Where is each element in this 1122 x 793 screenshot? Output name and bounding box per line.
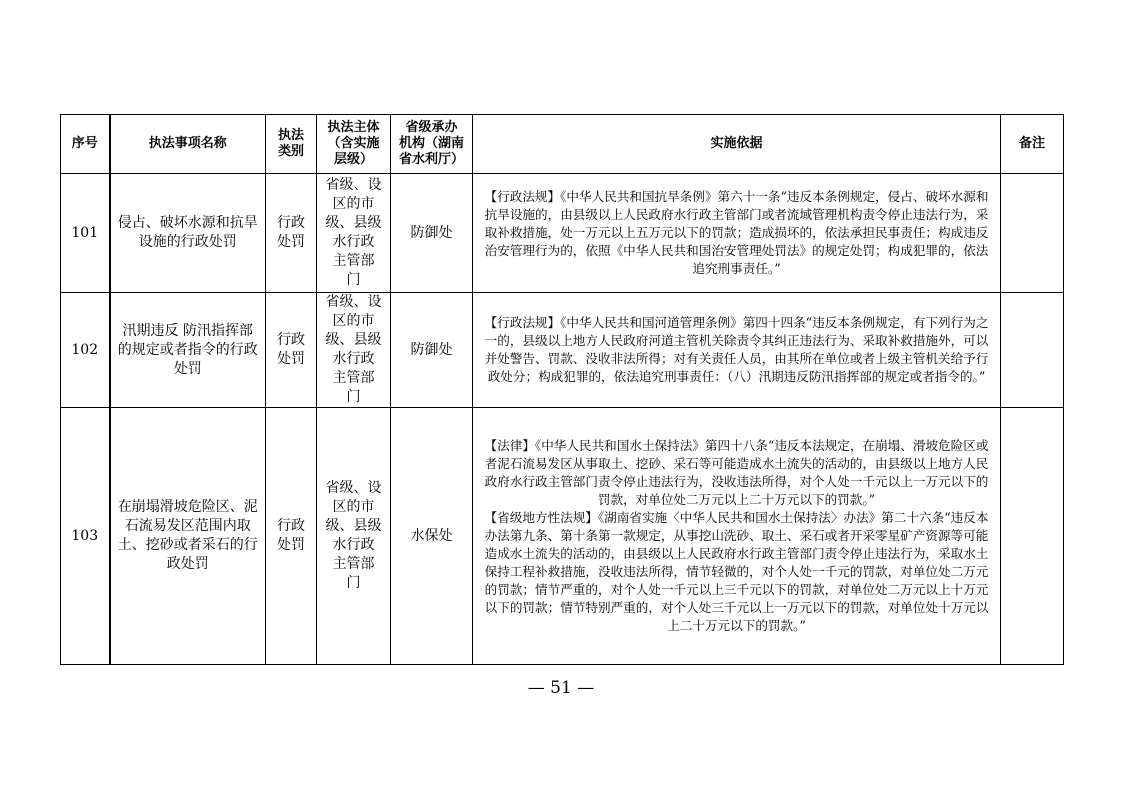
header-name: 执法事项名称 [110,115,266,174]
row-number: 103 [61,408,110,665]
legal-basis-paragraph: 【行政法规】《中华人民共和国河道管理条例》第四十四条“违反本条例规定，有下列行为之一的，县级以上地方人民政府河道主管机关除责令其纠正违法行为、采取补救措施外，可以并处警告、罚款、没收非法所得；对有关责任人员，由其所在单位或者上级主管机关给予行政处分；构成犯罪的，依法追究刑事责任：（八）汛期违反防汛指挥部的规定或者指令的。” [484,315,989,384]
header-basis: 实施依据 [473,115,1001,174]
page-number: — 51 — [527,678,595,698]
remark [1001,293,1064,408]
table-row [61,293,1064,408]
header-remark: 备注 [1001,115,1064,174]
enforcement-type: 行政 处罚 [266,293,317,408]
legal-basis-paragraph: 【法律】《中华人民共和国水土保持法》第四十八条“违反本法规定，在崩塌、滑坡危险区或者泥石流易发区从事取土、挖砂、采石等可能造成水土流失的活动的，由县级以上地方人民政府水行政主管部门责令停止违法行为，没收违法所得，对个人处一千元以上一万元以下的罚款，对单位处二万元以上二十万元以下的罚款。” [484,438,989,507]
enforcement-type: 行政 处罚 [266,174,317,293]
legal-basis [473,174,1001,293]
item-name: 侵占、破坏水源和抗旱设施的行政处罚 [110,174,266,293]
enforcement-items-table [60,114,1064,665]
remark [1001,408,1064,665]
remark [1001,174,1064,293]
header-subject: 执法主体 （含实施 层级） [317,115,391,174]
responsible-dept: 防御处 [391,293,473,408]
enforcement-subject: 省级、设 区的市 级、县级 水行政 主管部 门 [317,174,391,293]
row-number: 102 [61,293,110,408]
legal-basis-paragraph: 【行政法规】《中华人民共和国抗旱条例》第六十一条“违反本条例规定，侵占、破坏水源和抗旱设施的，由县级以上人民政府水行政主管部门或者流域管理机构责令停止违法行为，采取补救措施，处一万元以上五万元以下的罚款；造成损坏的，依法承担民事责任；构成违反治安管理行为的，依照《中华人民共和国治安管理处罚法》的规定处罚；构成犯罪的，依法追究刑事责任。” [484,189,989,276]
header-no: 序号 [61,115,110,174]
enforcement-type: 行政 处罚 [266,408,317,665]
item-name: 在崩塌滑坡危险区、泥石流易发区范围内取土、挖砂或者采石的行政处罚 [110,408,266,665]
table-row [61,174,1064,293]
legal-basis [473,408,1001,665]
legal-basis-paragraph: 【省级地方性法规】《湖南省实施〈中华人民共和国水土保持法〉办法》第二十六条“违反本办法第九条、第十条第一款规定，从事挖山洗砂、取土、采石或者开采零星矿产资源等可能造成水土流失的活动的，由县级以上人民政府水行政主管部门责令停止违法行为，采取水土保持工程补救措施，没收违法所得，情节轻微的，对个人处一千元的罚款，对单位处二万元的罚款；情节严重的，对个人处一千元以上三千元以下的罚款，对单位处二万元以上十万元以下的罚款；情节特别严重的，对个人处三千元以上一万元以下的罚款，对单位处十万元以上二十万元以下的罚款。” [484,510,989,633]
table-header-row [61,115,1064,174]
table-row [61,408,1064,665]
item-name: 汛期违反 防汛指挥部的规定或者指令的行政处罚 [110,293,266,408]
enforcement-subject: 省级、设 区的市 级、县级 水行政 主管部 门 [317,408,391,665]
responsible-dept: 防御处 [391,174,473,293]
legal-basis [473,293,1001,408]
header-dept: 省级承办 机构（湖南 省水利厅） [391,115,473,174]
responsible-dept: 水保处 [391,408,473,665]
row-number: 101 [61,174,110,293]
enforcement-subject: 省级、设 区的市 级、县级 水行政 主管部 门 [317,293,391,408]
header-type: 执法 类别 [266,115,317,174]
